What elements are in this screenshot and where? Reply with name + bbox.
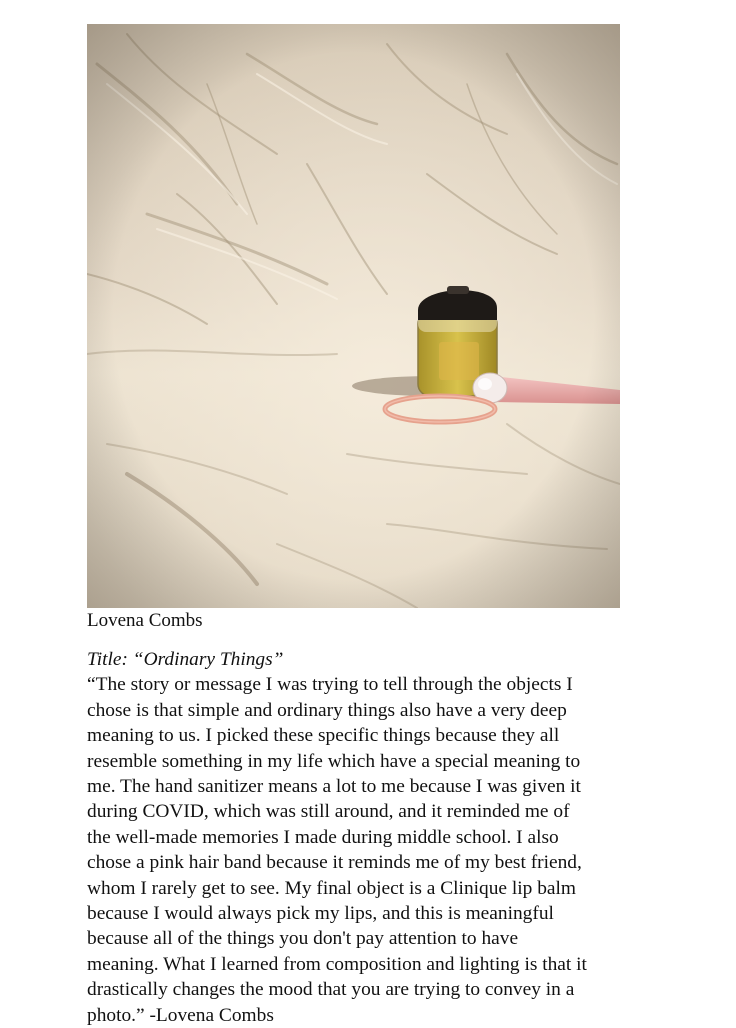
statement-line: whom I rarely get to see. My final object is a Clinique lip balm [87,877,576,899]
still-life-photo-graphic [87,24,620,608]
statement-line: because all of the things you don't pay attention to have [87,928,519,950]
still-life-photo [87,24,620,608]
statement-line: the well-made memories I made during middle school. I also [87,826,559,848]
statement-line: during COVID, which was still around, and it reminded me of [87,801,570,823]
statement-line: drastically changes the mood that you are trying to convey in a [87,979,575,1001]
photo-author-caption: Lovena Combs [87,610,203,631]
artist-statement [87,647,687,1028]
statement-line: chose a pink hair band because it reminds me of my best friend, [87,852,582,874]
statement-line: chose is that simple and ordinary things also have a very deep [87,699,567,721]
statement-line: resemble something in my life which have a special meaning to [87,750,581,772]
statement-line: meaning. What I learned from composition and lighting is that it [87,953,587,975]
artwork-title: Title: “Ordinary Things” [87,649,284,670]
statement-line: meaning to us. I picked these specific things because they all [87,725,560,747]
statement-line: “The story or message I was trying to tell through the objects I [87,674,573,696]
statement-line: because I would always pick my lips, and this is meaningful [87,903,554,925]
statement-line: me. The hand sanitizer means a lot to me because I was given it [87,776,581,798]
statement-line: photo.” -Lovena Combs [87,1004,274,1026]
